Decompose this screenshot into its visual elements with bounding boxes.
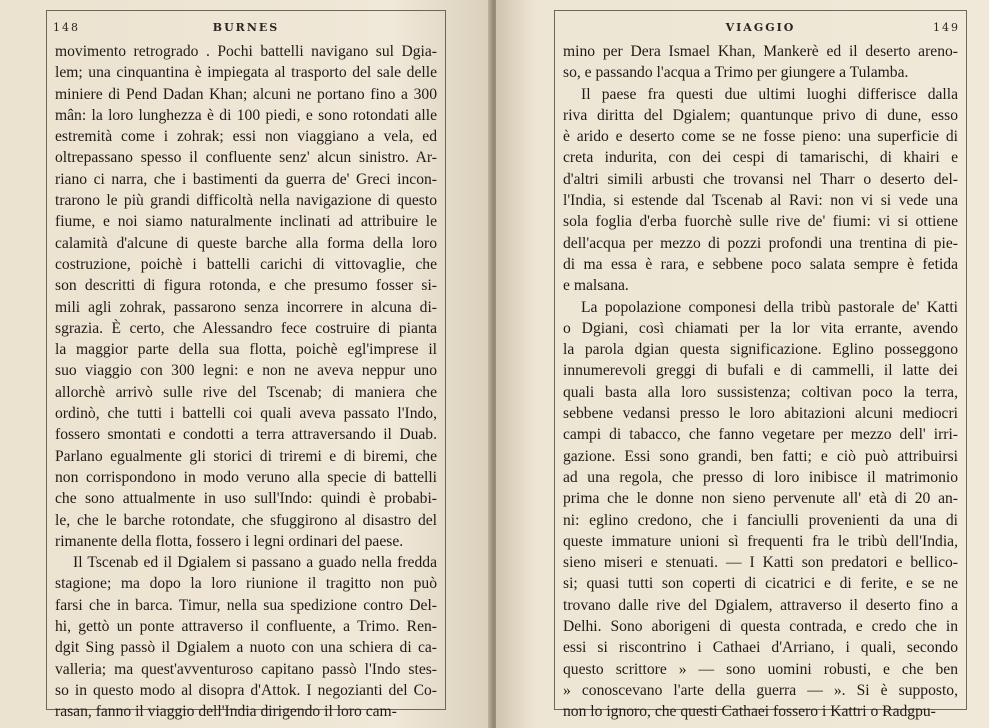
- text-line: » conoscevano l'arte della guerra — ». Si è supposto,: [563, 681, 958, 699]
- right-page-header: [555, 11, 966, 41]
- text-line: suo viaggio con 300 legni: e non ne aveva neppur uno: [55, 362, 437, 380]
- text-line: Parlano egualmente gli storici di triremi e di biremi, che: [55, 447, 437, 465]
- left-page-frame: [46, 10, 446, 721]
- right-page: [496, 0, 989, 728]
- text-line: miniere di Pend Dadan Khan; alcuni ne portano fino a 300: [55, 85, 437, 103]
- left-page-number: 148: [53, 21, 80, 34]
- left-page-header: [47, 11, 445, 41]
- text-line: so in questo modo al disopra d'Attok. I negozianti del Co-: [55, 681, 437, 699]
- text-line: le, che le barche rotondate, che sfuggirono al disastro del: [55, 511, 437, 529]
- text-line: quali basta alla loro sussistenza; coltivan poco la terra,: [563, 383, 958, 401]
- text-line: non corrispondono in modo veruno alla specie di battelli: [55, 468, 437, 486]
- text-line: campi di tabacco, che fanno vegetare per mezzo dell' irri-: [563, 426, 958, 444]
- text-line: La popolazione componesi della tribù pastorale de' Katti: [581, 298, 958, 316]
- text-line: hi, gettò un ponte attraverso il confluente, a Trimo. Ren-: [55, 618, 437, 636]
- text-line: mino per Dera Ismael Khan, Mankerè ed il deserto areno-: [563, 43, 958, 60]
- text-line: movimento retrogrado . Pochi battelli navigano sul Dgia-: [55, 43, 437, 60]
- left-page: [0, 0, 492, 728]
- text-line: non lo ignoro, che questi Cathaei fossero i Kattri o Radgpu-: [563, 703, 936, 721]
- text-line: riano ci narra, che i bastimenti da guerra de' Greci incon-: [55, 170, 437, 188]
- text-line: essi si riscontrino i Cathaei d'Arriano, i quali, secondo: [563, 639, 958, 657]
- text-line: sola foglia d'erba fuorchè sulle rive de' fiumi: vi si ottiene: [563, 213, 958, 231]
- text-line: estremità come i zohrak; essi non viaggiano a vela, ed: [55, 128, 437, 146]
- text-line: mân: la loro lunghezza è di 100 piedi, e sono rotondati alle: [55, 106, 437, 124]
- left-running-head: BURNES: [212, 21, 280, 34]
- text-line: ni: eglino credono, che i fanciulli provenienti da una di: [563, 511, 958, 529]
- text-line: Il Tscenab ed il Dgialem si passano a guado nella fredda: [73, 554, 437, 572]
- left-page-text: [47, 41, 445, 723]
- right-page-number: 149: [933, 21, 960, 34]
- text-line: dgit Sing passò il Dgialem a nuoto con una schiera di ca-: [55, 639, 437, 657]
- text-line: Delhi. Sono aborigeni di questa contrada, e credo che in: [563, 618, 958, 636]
- text-line: fiume, e noi siamo naturalmente inclinati ad attribuire le: [55, 213, 437, 231]
- right-page-frame: [554, 10, 967, 721]
- text-line: so, e passando l'acqua a Trimo per giungere a Tulamba.: [563, 64, 909, 82]
- text-line: sgrazia. È certo, che Alessandro fece costruire di pianta: [55, 319, 437, 337]
- text-line: allorchè arrivò sulle rive del Tscenab; di maniera che: [55, 383, 437, 401]
- text-line: trovano dalle rive del Dgialem, attraverso il deserto fino a: [563, 596, 958, 614]
- text-line: e malsana.: [563, 277, 629, 295]
- text-line: è arido e deserto come se ne fosse pieno: una superficie di: [563, 128, 958, 146]
- text-line: son descritti di figura rotonda, e che presumo fosser si-: [55, 277, 437, 295]
- text-line: gazione. Essi sono grandi, ben fatti; e ciò può attribuirsi: [563, 447, 958, 465]
- text-line: riva diritta del Dgialem; quantunque privo di dune, esso: [563, 106, 958, 124]
- text-line: dell'acqua per mezzo di pozzi profondi una trentina di pie-: [563, 234, 958, 252]
- text-line: creta indurita, con dei cespi di tamarischi, di khairi e: [563, 149, 958, 167]
- text-line: ordinò, che tutti i battelli coi quali aveva passato l'Indo,: [55, 405, 437, 423]
- text-line: stagione; ma dopo la loro riunione il tragitto non può: [55, 575, 437, 593]
- text-line: sieno miseri e stenuati. — I Katti son predatori e bellico-: [563, 554, 958, 572]
- text-line: rasan, fanno il viaggio dell'India dirigendo il loro cam-: [55, 703, 397, 721]
- text-line: di ma essa è rara, e sebbene poco salata sempre è fetida: [563, 255, 958, 273]
- text-line: rimanente della flotta, fossero i legni ordinari del paese.: [55, 532, 404, 550]
- text-line: che sono attualmente in uso sull'Indo: quindi è probabi-: [55, 490, 437, 508]
- text-line: ad una regola, che presso di loro inibisce il matrimonio: [563, 468, 958, 486]
- text-line: valleria; ma quest'avventuroso capitano passò l'Indo stes-: [55, 660, 437, 678]
- text-line: costruzione, poichè i battelli carichi di vittovaglie, che: [55, 255, 437, 273]
- text-line: questo scrittore » — sono uomini robusti, e che ben: [563, 660, 958, 678]
- text-line: trarono le più grandi difficoltà nella navigazione di questo: [55, 192, 437, 210]
- text-line: prima che le donne non sieno pervenute all' età di 20 an-: [563, 490, 958, 508]
- text-line: oltrepassano spesso il confluente senz' alcun sinistro. Ar-: [55, 149, 437, 167]
- right-running-head: VIAGGIO: [725, 21, 796, 34]
- text-line: o Dgiani, così chiamati per la lor vita errante, avendo: [563, 319, 958, 337]
- text-line: farsi che in barca. Timur, nella sua spedizione contro Del-: [55, 596, 437, 614]
- text-line: mili agli zohrak, passarono senza incorrere in alcuna di-: [55, 298, 437, 316]
- text-line: lem; una cinquantina è impiegata al trasporto del sale delle: [55, 64, 437, 82]
- text-line: Il paese fra questi due ultimi luoghi differisce dalla: [581, 85, 958, 103]
- right-page-text: [555, 41, 966, 723]
- text-line: sebbene vedansi presso le loro abitazioni alcuni mediocri: [563, 405, 958, 423]
- text-line: calamità d'alcune di queste barche alla forma della loro: [55, 234, 437, 252]
- text-line: si; quasi tutti son coperti di cicatrici e di ferite, e se ne: [563, 575, 958, 593]
- text-line: la maggior parte della sua flotta, poichè egl'imprese il: [55, 341, 437, 359]
- text-line: l'India, si estende dal Tscenab al Ravi: non vi si vede una: [563, 192, 958, 210]
- text-line: d'altri simili arbusti che trovansi nel Tharr o deserto del-: [563, 170, 958, 188]
- text-line: la parola dgian questa significazione. Eglino posseggono: [563, 341, 958, 359]
- text-line: queste immature unioni sì frequenti fra le tribù dell'India,: [563, 532, 958, 550]
- text-line: innumerevoli greggi di bufali e di cammelli, il latte dei: [563, 362, 958, 380]
- text-line: fossero smontati e condotti a terra attraversando il Duab.: [55, 426, 437, 444]
